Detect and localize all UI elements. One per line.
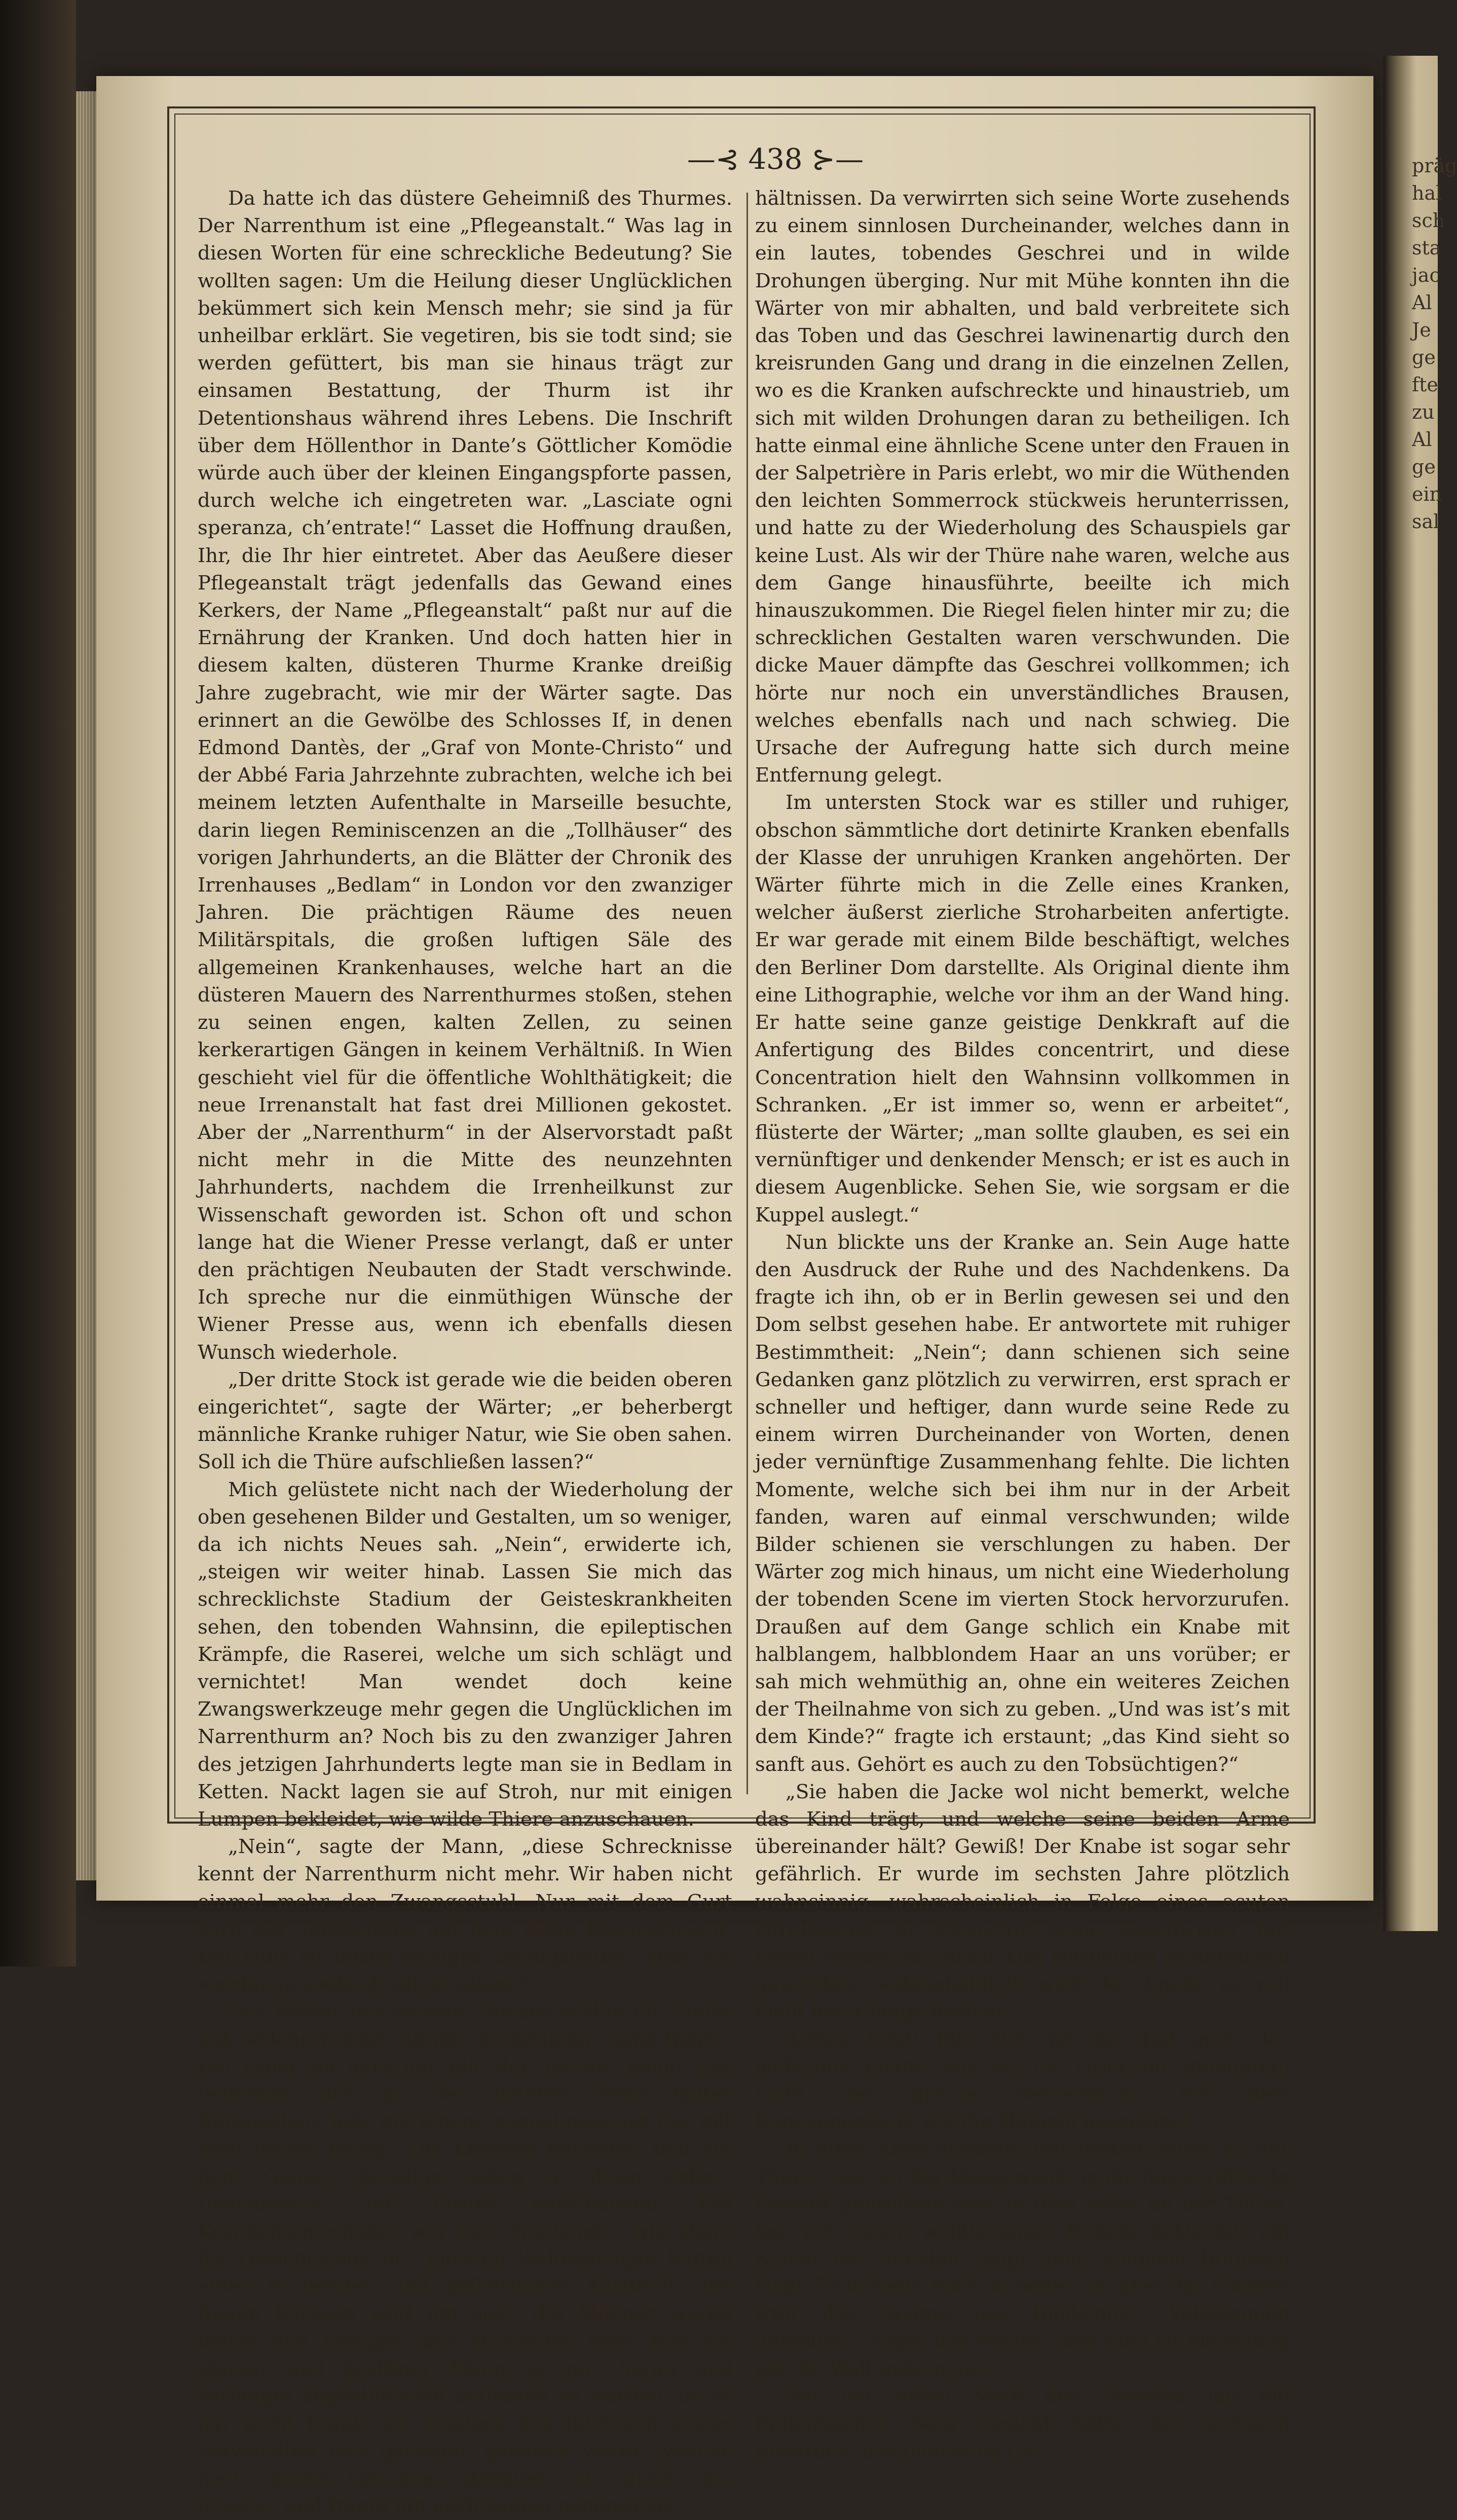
right-paragraph: Auf der einen Seite des Fensters lag ein Epileptischer. Sein Gesicht hatte den widrigen Ausdruck, das thierische Ge-	[755, 2385, 1290, 2463]
left-paragraph: „Der dritte Stock ist gerade wie die beiden oberen eingerichtet“, sagte der Wärter; „er beherbergt männliche Kranke ruhiger Natur, wie Sie oben sahen. Soll ich die Thüre aufschließen lassen?“	[198, 1368, 732, 1474]
left-paragraph: Der Wärter des vierten Stockes schloß die Thüre auf, welche wieder auf den kreisrunden Gang führte. Der Gang bot ganz das Bild der oberen Gänge; nur befanden sich an der inneren Seite lauter Einzelzellen, jede mit einem, ausnahmsweise nur mit zwei Betten belegt. Die Kranken befanden sich auf dem Gange; Einzelne saßen in ihren Zellen, theilnahmlos und finster aufschauend. Die Krankenatmosphäre war hier drückender wie oben; die Gesichtszüge der meisten Wahnsinnigen hatten einen drohenden und gefährlichen Ausdruck, die Augen blickten wild um sich, die Männer waren lauter und heftiger; mit drohender Mine trat ein starker und kräftiger Mann zu mir heran und verlangte augenblicklich entlassen zu werden, da er gar nicht krank sei, sondern aus Intriguen seiner Verwandten hier gefangen gehalten werde, welche nach seinem Vermögen strebten. Ich sprach ihm gütig zu und fragte ihn nach seinen näheren Ver-	[198, 2000, 732, 2518]
right-paragraph: Im untersten Stock war es stiller und ruhiger, obschon sämmtliche dort detinirte Kranken ebenfalls der Klasse der unruhigen Kranken angehörten. Der Wärter führte mich in die Zelle eines Kranken, welcher äußerst zierliche Stroharbeiten anfertigte. Er war gerade mit einem Bilde beschäftigt, welches den Berliner Dom darstellte. Als Original diente ihm eine Lithographie, welche vor ihm an der Wand hing. Er hatte seine ganze geistige Denkkraft auf die Anfertigung des Bildes concentrirt, und diese Concentration hielt den Wahnsinn vollkommen in Schranken. „Er ist immer so, wenn er arbeitet“, flüsterte der Wärter; „man sollte glauben, es sei ein vernünftiger und denkender Mensch; er ist es auch in diesem Augenblicke. Sehen Sie, wie sorgsam er die Kuppel auslegt.“	[755, 791, 1290, 1227]
column-divider	[746, 193, 748, 1794]
right-paragraph: hältnissen. Da verwirrten sich seine Worte zusehends zu einem sinnlosen Durcheinander, welches dann in ein lautes, tobendes Geschrei und in wilde Drohungen überging. Nur mit Mühe konnten ihn die Wärter von mir abhalten, und bald verbreitete sich das Toben und das Geschrei lawinenartig durch den kreisrunden Gang und drang in die einzelnen Zellen, wo es die Kranken aufschreckte und hinaustrieb, um sich mit wilden Drohungen daran zu betheiligen. Ich hatte einmal eine ähnliche Scene unter den Frauen in der Salpetrière in Paris erlebt, wo mir die Wüthenden den leichten Sommerrock stückweis herunterrissen, und hatte zu der Wiederholung des Schauspiels gar keine Lust. Als wir der Thüre nahe waren, welche aus dem Gange hinausführte, beeilte ich mich hinauszukommen. Die Riegel fielen hinter mir zu; die schrecklichen Gestalten waren verschwunden. Die dicke Mauer dämpfte das Geschrei vollkommen; ich hörte nur noch ein unverständliches Brausen, welches ebenfalls nach und nach schwieg. Die Ursache der Aufregung hatte sich durch meine Entfernung gelegt.	[755, 187, 1290, 787]
page-edges	[76, 91, 99, 1880]
page-number-header: —⊰ 438 ⊱—	[687, 143, 864, 176]
right-paragraph: „Sie haben die Jacke wol nicht bemerkt, welche das Kind trägt, und welche seine beiden Arme übereinander hält? Gewiß! Der Knabe ist sogar sehr gefährlich. Er wurde im sechsten Jahre plötzlich wahnsinnig, wahrscheinlich in Folge eines acuten Hirnleidens. Er versuchte seine Geschwister mit einem Messer zu tödten. Das Hirnleiden ist chronisch geworden; wahrscheinlich wird der Knabe es wol nicht mehr lange machen.“	[755, 1780, 1290, 2023]
left-paragraph: Da hatte ich das düstere Geheimniß des Thurmes. Der Narrenthum ist eine „Pflegeanstalt.“ Was lag in diesen Worten für eine schreckliche Bedeutung? Sie wollten sagen: Um die Heilung dieser Unglücklichen bekümmert sich kein Mensch mehr; sie sind ja für unheilbar erklärt. Sie vegetiren, bis sie todt sind; sie werden gefüttert, bis man sie hinaus trägt zur einsamen Bestattung, der Thurm ist ihr Detentionshaus während ihres Lebens. Die Inschrift über dem Höllenthor in Dante’s Göttlicher Komödie würde auch über der kleinen Eingangspforte passen, durch welche ich eingetreten war. „Lasciate ogni speranza, ch’entrate!“ Lasset die Hoffnung draußen, Ihr, die Ihr hier eintretet. Aber das Aeußere dieser Pflegeanstalt trägt jedenfalls das Gewand eines Kerkers, der Name „Pflegeanstalt“ paßt nur auf die Ernährung der Kranken. Und doch hatten hier in diesem kalten, düsteren Thurme Kranke dreißig Jahre zugebracht, wie mir der Wärter sagte. Das erinnert an die Gewölbe des Schlosses If, in denen Edmond Dantès, der „Graf von Monte-Christo“ und der Abbé Faria Jahrzehnte zubrachten, welche ich bei meinem letzten Aufenthalte in Marseille besuchte, darin liegen Reminiscenzen an die „Tollhäuser“ des vorigen Jahrhunderts, an die Blätter der Chronik des Irrenhauses „Bedlam“ in London vor den zwanziger Jahren. Die prächtigen Räume des neuen Militärspitals, die großen luftigen Säle des allgemeinen Krankenhauses, welche hart an die düsteren Mauern des Narrenthurmes stoßen, stehen zu seinen engen, kalten Zellen, zu seinen kerkerartigen Gängen in keinem Verhältniß. In Wien geschieht viel für die öffentliche Wohlthätigkeit; die neue Irrenanstalt hat fast drei Millionen gekostet. Aber der „Narrenthurm“ in der Alservorstadt paßt nicht mehr in die Mitte des neunzehnten Jahrhunderts, nachdem die Irrenheilkunst zur Wissenschaft geworden ist. Schon oft und schon lange hat die Wiener Presse verlangt, daß er unter den prächtigen Neubauten der Stadt verschwinde. Ich spreche nur die einmüthigen Wünsche der Wiener Presse aus, wenn ich ebenfalls diesen Wunsch wiederhole.	[198, 187, 732, 1364]
right-paragraph: Nun blickte uns der Kranke an. Sein Auge hatte den Ausdruck der Ruhe und des Nachdenkens. Da fragte ich ihn, ob er in Berlin gewesen sei und den Dom selbst gesehen habe. Er antwortete mit ruhiger Bestimmtheit: „Nein“; dann schienen sich seine Gedanken ganz plötzlich zu verwirren, erst sprach er schneller und heftiger, dann wurde seine Rede zu einem wirren Durcheinander von Worten, denen jeder vernünftige Zusammenhang fehlte. Die lichten Momente, welche sich bei ihm nur in der Arbeit fanden, waren auf einmal verschwunden; wilde Bilder schienen sie verschlungen zu haben. Der Wärter zog mich hinaus, um nicht eine Wiederholung der tobenden Scene im vierten Stock hervorzurufen. Draußen auf dem Gange schlich ein Knabe mit halblangem, halbblondem Haar an uns vorüber; er sah mich wehmüthig an, ohne ein weiteres Zeichen der Theilnahme von sich zu geben. „Und was ist’s mit dem Kinde?“ fragte ich erstaunt; „das Kind sieht so sanft aus. Gehört es auch zu den Tobsüchtigen?“	[755, 1231, 1290, 1776]
left-paragraph: „Nein“, sagte der Mann, „diese Schrecknisse kennt der Narrenthurm nicht mehr. Wir haben nicht einmal mehr den Zwangsstuhl. Nur mit dem Gurt wird der Tobsüchtige auf dem Bette festgeschnallt. Der Gurt ist unser einziges Zwangsmittel. Aber Sie werden ja sogleich selbst sehen.“	[198, 1835, 732, 1996]
next-page-fragments: präg hal sch sta jac Al Je ge fte zu Al ge ein sal	[1412, 155, 1457, 533]
book-spine	[0, 0, 76, 1967]
left-column	[198, 185, 732, 2518]
book-page	[96, 76, 1373, 2518]
left-paragraph: Mich gelüstete nicht nach der Wiederholung der oben gesehenen Bilder und Gestalten, um so weniger, da ich nichts Neues sah. „Nein“, erwiderte ich, „steigen wir weiter hinab. Lassen Sie mich das schrecklichste Stadium der Geisteskrankheiten sehen, den tobenden Wahnsinn, die epileptischen Krämpfe, die Raserei, welche um sich schlägt und vernichtet! Man wendet doch keine Zwangswerkzeuge mehr gegen die Unglücklichen im Narrenthurm an? Noch bis zu den zwanziger Jahren des jetzigen Jahrhunderts legte man sie in Bedlam in Ketten. Nackt lagen sie auf Stroh, nur mit einigen Lumpen bekleidet, wie wilde Thiere anzuschauen.	[198, 1478, 732, 1831]
next-page-edge	[1384, 56, 1457, 1931]
right-column	[755, 185, 1290, 2463]
right-paragraph: In einer Zelle standen drei Betten, eines an der Thüre, zwei an der Mauerwand, in die das vergitterte Fenster gebrochen war. In dem Bette an der Thüre, lag, mit einem weißleinenen Hemde bekleidet, ein Knabe mit dunklem Auge und schönem braunem Haar. Er lächelte mich so heiter an; aber das Lächeln trug das Stigma des Blödsinns. „Vollkommen unheilbar“, sagte der Wärter, „das Kind ist blödsinnig auf die Welt gekommen.“	[755, 2137, 1290, 2381]
right-paragraph: Armes Kind! Für dich ist der Tod auch der lächelnde Knabe, wie ihn die Griechen abbildeten, nicht der grause Sensenmann mit dem Knochengebein, wie ihn Holbein gezeichnet.	[755, 2027, 1290, 2133]
